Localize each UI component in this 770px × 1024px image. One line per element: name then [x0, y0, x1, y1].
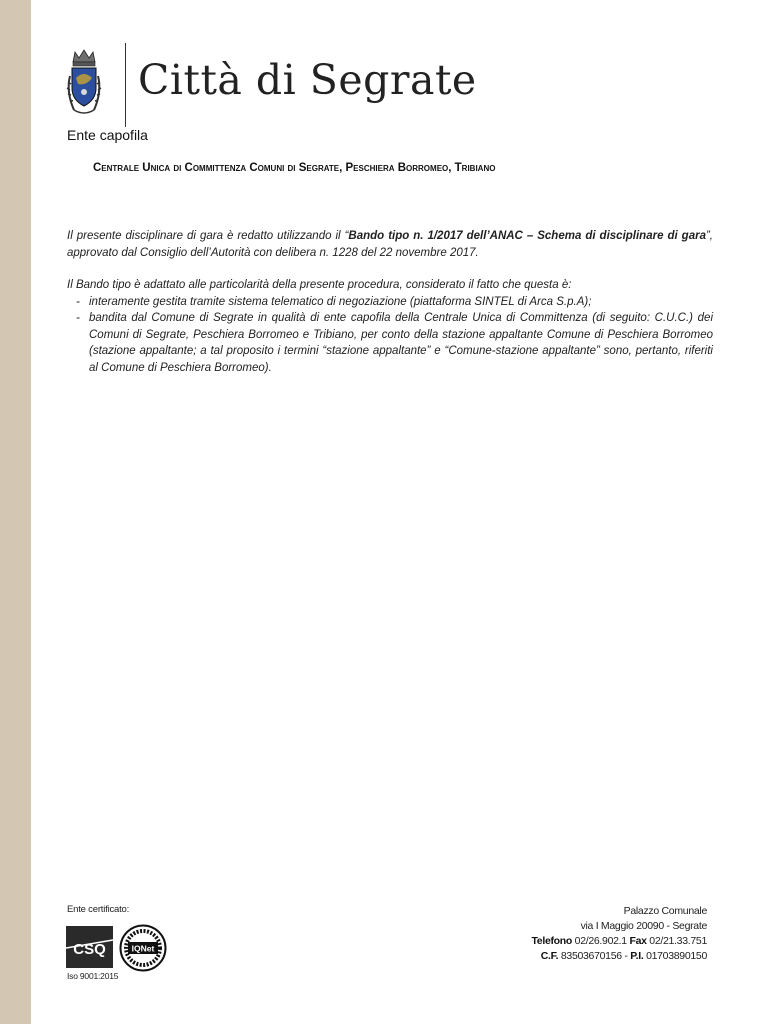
header-divider: [125, 43, 126, 127]
csq-logo: [66, 926, 113, 968]
list-dash: -: [76, 295, 80, 308]
city-name: Città di Segrate: [138, 56, 477, 104]
list-item-text: interamente gestita tramite sistema telematico di negoziazione (piattaforma SINTEL di Arca S.p.A);: [89, 295, 592, 308]
list-item: [67, 310, 713, 376]
telefono-value: 02/26.902.1: [574, 935, 627, 947]
tax-line: C.F. 83503670156 - P.I. 01703890150: [540, 950, 707, 962]
iso-label: Iso 9001:2015: [67, 971, 119, 981]
iqnet-logo-text: IQNet: [131, 943, 155, 954]
p2-intro: Il Bando tipo è adattato alle particolarità della presente procedura, considerato il fatto che questa è:: [67, 279, 572, 291]
cf-label: C.F.: [540, 950, 559, 962]
fax-value: 02/21.33.751: [649, 935, 707, 947]
paragraph-intro: [67, 228, 713, 261]
cf-value: 83503670156: [560, 950, 622, 962]
cert-label: Ente certificato:: [67, 904, 130, 915]
paragraph-bando-tipo: [67, 277, 713, 376]
central-title: Centrale Unica di Committenza Comuni di Segrate, Peschiera Borromeo, Tribiano: [93, 162, 496, 174]
csq-logo-text: CSQ: [73, 941, 106, 958]
iqnet-logo: [119, 924, 167, 972]
side-band: [0, 0, 31, 1024]
pi-label: P.I.: [630, 950, 644, 962]
p2-list: [67, 294, 713, 377]
list-dash: -: [76, 312, 80, 324]
address-street: via I Maggio 20090 - Segrate: [580, 920, 707, 932]
fax-label: Fax: [629, 935, 647, 947]
footer-address: [447, 904, 707, 964]
list-item-text: bandita dal Comune di Segrate in qualità di ente capofila della Centrale Unica di Committenza (di seguito: C.U.C.) dei Comuni di Segrate, Peschiera Borromeo e Tribiano, per conto della stazione appaltante Comune di Peschiera Borromeo (stazione appaltante; a tal proposito i termini “stazione appaltante” e “Comune-stazione appaltante” sono, pertanto, riferiti al Comune di Peschiera Borromeo).: [89, 312, 713, 374]
telefono-label: Telefono: [531, 935, 573, 947]
p1-text-bold: Bando tipo n. 1/2017 dell’ANAC – Schema di disciplinare di gara: [348, 230, 706, 242]
ente-capofila-label: Ente capofila: [67, 127, 148, 143]
p1-text-c: ”, approvato dal Consiglio dell’Autorità con delibera n. 1228 del 22 novembre 2017.: [67, 230, 713, 259]
pi-value: 01703890150: [646, 950, 707, 962]
city-crest-logo: [64, 48, 104, 120]
phone-line: [447, 934, 707, 949]
address-name: Palazzo Comunale: [623, 905, 707, 917]
p1-text-a: Il presente disciplinare di gara è redatto utilizzando il “: [67, 230, 349, 242]
list-item: [67, 294, 713, 311]
